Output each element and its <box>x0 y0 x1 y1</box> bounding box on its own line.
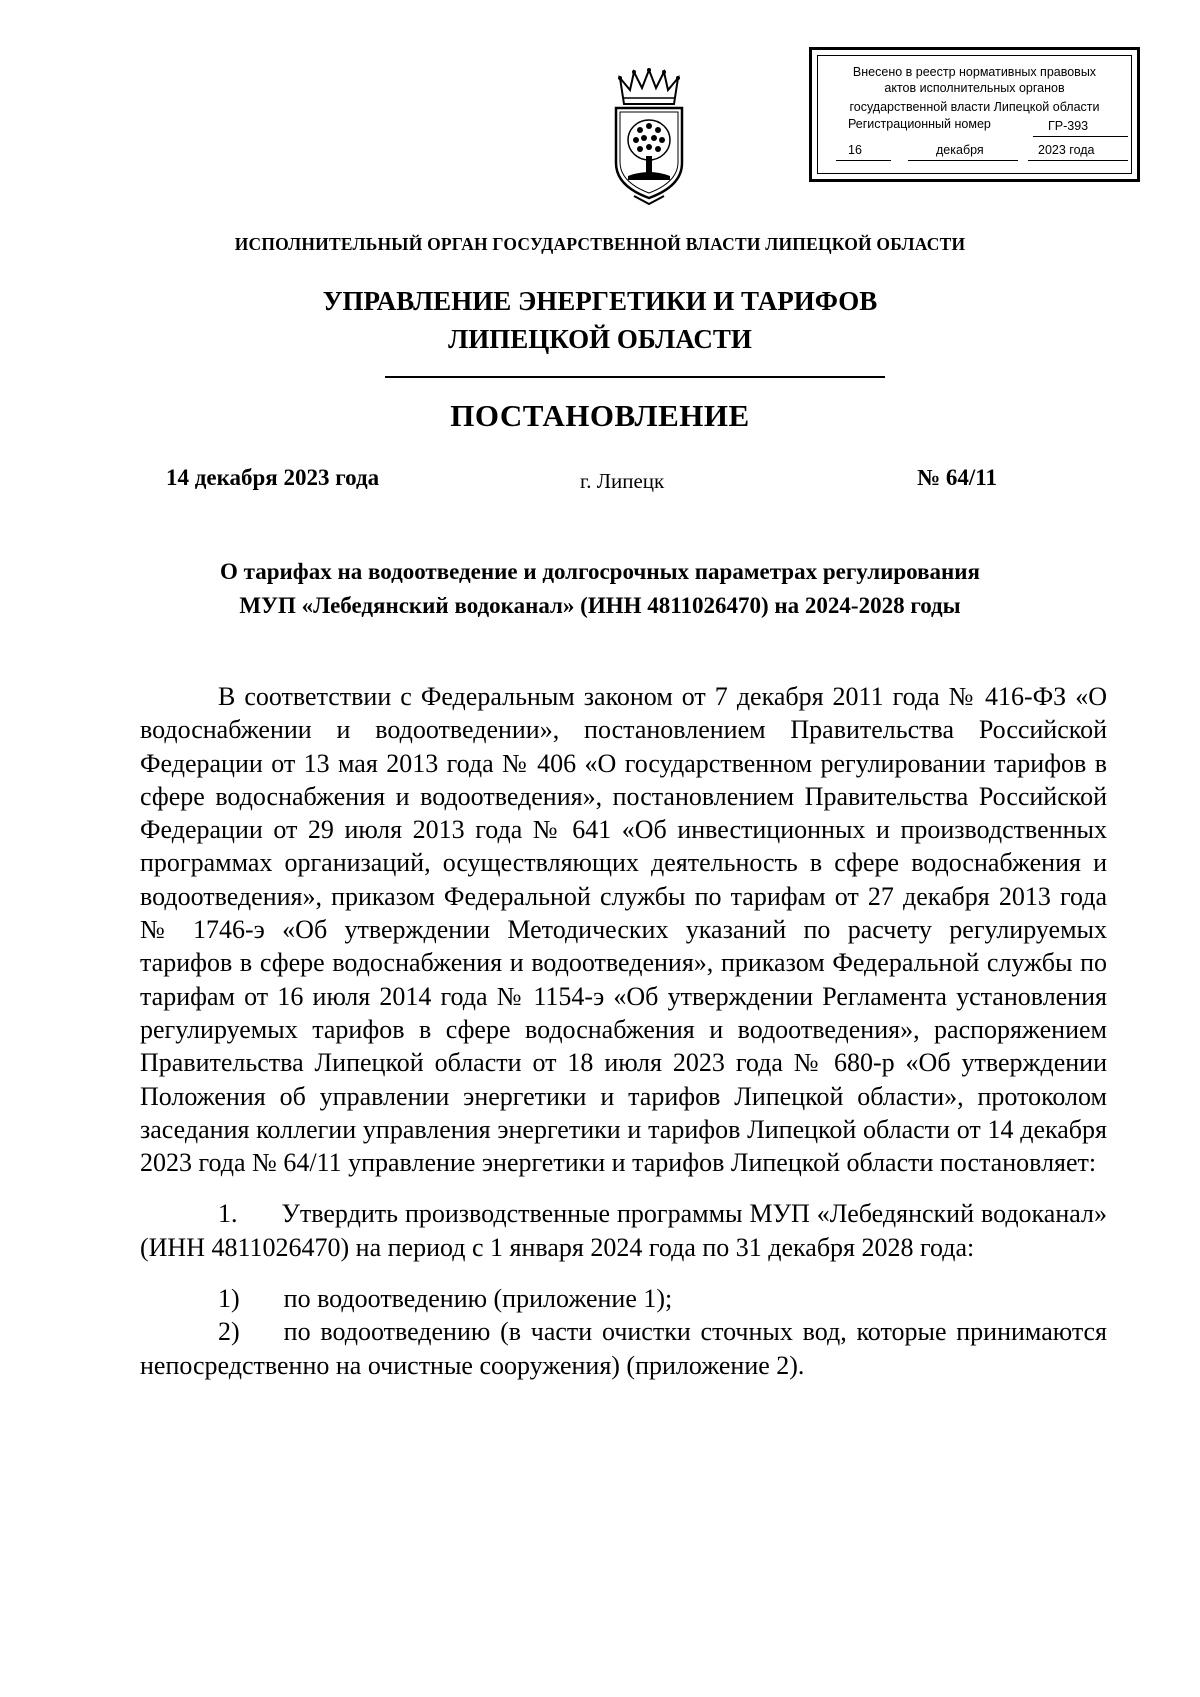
title-line-1: О тарифах на водоотведение и долгосрочных параметрах регулирования <box>220 559 980 584</box>
registry-stamp <box>809 47 1140 182</box>
stamp-year: 2023 года <box>1038 143 1095 157</box>
sub-item-1-number: 1) <box>218 1284 240 1314</box>
lipetsk-coat-of-arms-icon <box>610 68 688 208</box>
sub-item-2-number: 2) <box>218 1317 240 1347</box>
item-1-number: 1. <box>218 1199 238 1229</box>
stamp-day-underline <box>836 160 891 161</box>
stamp-month: декабря <box>936 143 984 157</box>
title-line-2: МУП «Лебедянский водоканал» (ИНН 4811026470) на 2024-2028 годы <box>239 593 961 618</box>
stamp-reg-number: ГР-393 <box>1048 119 1089 133</box>
sub-item-2 <box>140 1315 1107 1382</box>
stamp-day: 16 <box>848 143 862 157</box>
stamp-line-1: Внесено в реестр нормативных правовых <box>852 65 1097 79</box>
document-date: 14 декабря 2023 года <box>166 465 380 490</box>
item-1-text: Утвердить производственные программы МУП «Лебедянский водоканал» (ИНН 4811026470) на период с 1 января 2024 года по 31 декабря 2028 года: <box>140 1199 1107 1262</box>
coat-of-arms <box>610 68 688 208</box>
stamp-year-underline <box>1028 160 1128 161</box>
stamp-line-2: актов исполнительных органов <box>884 81 1065 95</box>
department-line-1: УПРАВЛЕНИЕ ЭНЕРГЕТИКИ И ТАРИФОВ <box>322 286 878 316</box>
item-1 <box>140 1197 1107 1264</box>
header-divider <box>385 376 885 378</box>
department-name <box>0 282 1200 358</box>
stamp-line-3: государственной власти Липецкой области <box>849 100 1100 114</box>
sub-item-1 <box>140 1282 1107 1315</box>
issuing-organization: ИСПОЛНИТЕЛЬНЫЙ ОРГАН ГОСУДАРСТВЕННОЙ ВЛАСТИ ЛИПЕЦКОЙ ОБЛАСТИ <box>234 234 966 254</box>
document-type: ПОСТАНОВЛЕНИЕ <box>450 398 750 433</box>
stamp-reg-label: Регистрационный номер <box>848 117 991 131</box>
department-line-2: ЛИПЕЦКОЙ ОБЛАСТИ <box>448 324 752 354</box>
document-city: г. Липецк <box>580 469 665 493</box>
document-title <box>100 555 1100 623</box>
document-number: № 64/11 <box>917 465 997 490</box>
preamble-paragraph: В соответствии с Федеральным законом от 7 декабря 2011 года № 416-ФЗ «О водоснабжении и водоотведении», постановлением Правительства Российской Федерации от 13 мая 2013 года № 406 «О государственном регулировании тарифов в сфере водоснабжения и водоотведения», постановлением Правительства Российской Федерации от 29 июля 2013 года № 641 «Об инвестиционных и производственных программах организаций, осуществляющих деятельность в сфере водоснабжения и водоотведения», приказом Федеральной службы по тарифам от 27 декабря 2013 года № 1746-э «Об утверждении Методических указаний по расчету регулируемых тарифов в сфере водоснабжения и водоотведения», приказом Федеральной службы по тарифам от 16 июля 2014 года № 1154-э «Об утверждении Регламента установления регулируемых тарифов в сфере водоснабжения и водоотведения», распоряжением Правительства Липецкой области от 18 июля 2023 года № 680-р «Об утверждении Положения об управлении энергетики и тарифов Липецкой области», протоколом заседания коллегии управления энергетики и тарифов Липецкой области от 14 декабря 2023 года № 64/11 управление энергетики и тарифов Липецкой области постановляет: <box>140 682 1107 1178</box>
document-body <box>140 680 1107 1382</box>
sub-item-1-text: по водоотведению (приложение 1); <box>283 1284 673 1314</box>
stamp-reg-underline <box>1033 136 1128 137</box>
sub-item-2-text: по водоотведению (в части очистки сточных вод, которые принимаются непосредственно на очистные сооружения) (приложение 2). <box>140 1317 1107 1380</box>
stamp-month-underline <box>908 160 1018 161</box>
